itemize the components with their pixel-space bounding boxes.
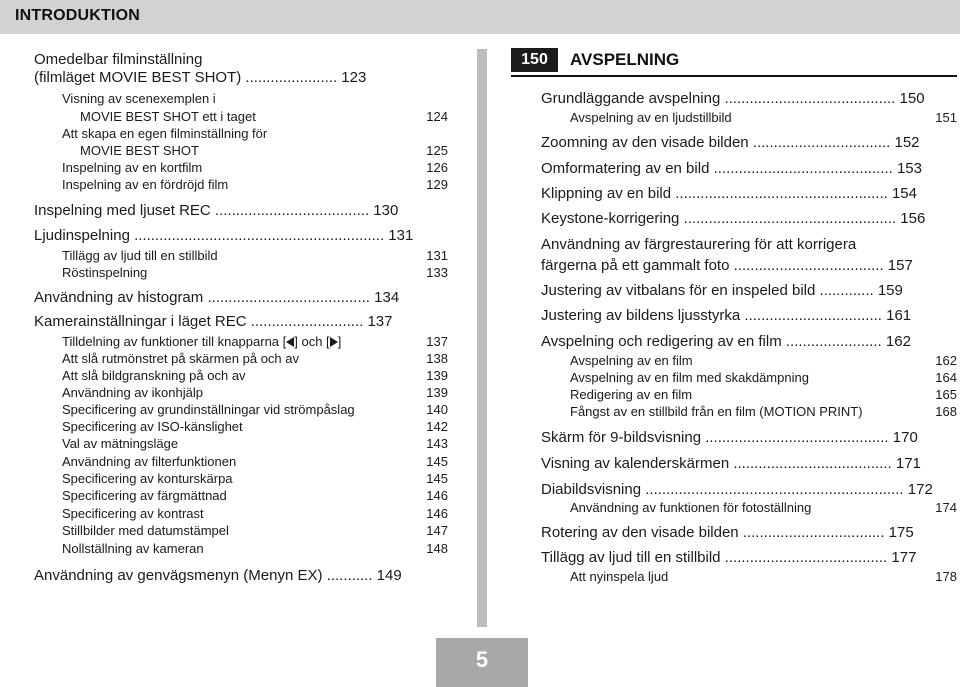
toc-subentry[interactable]	[34, 436, 448, 451]
toc-subentry[interactable]	[34, 177, 448, 192]
toc-entry-label: MOVIE BEST SHOT ett i taget	[80, 109, 256, 124]
toc-entry-label: Keystone-korrigering ................................................... 156	[541, 210, 926, 227]
toc-entry-label: Specificering av grundinställningar vid strömpåslag	[62, 402, 355, 417]
toc-entry-label: Avspelning av en film	[570, 353, 693, 368]
toc-subentry[interactable]	[34, 109, 448, 124]
toc-entry-label: (filmläget MOVIE BEST SHOT) ...................... 123	[34, 69, 367, 86]
page-ref: 137	[426, 334, 448, 349]
toc-entry-label: Specificering av konturskärpa	[62, 471, 233, 486]
toc-entry-label: Omformatering av en bild ........................................... 153	[541, 160, 922, 177]
toc-entry-label: Skärm för 9-bildsvisning ............................................ 170	[541, 429, 918, 446]
toc-entry-label: Användning av filterfunktionen	[62, 454, 237, 469]
toc-entry[interactable]	[541, 257, 957, 274]
toc-entry[interactable]	[541, 185, 957, 202]
page-ref: 140	[426, 402, 448, 417]
toc-entry-label: Att nyinspela ljud	[570, 569, 669, 584]
page-ref: 165	[935, 387, 957, 402]
page-ref: 129	[426, 177, 448, 192]
page-ref: 168	[935, 404, 957, 419]
page-ref: 125	[426, 143, 448, 158]
page-ref: 145	[426, 471, 448, 486]
toc-entry[interactable]	[541, 549, 957, 566]
toc-entry-label: ] och [	[294, 334, 330, 349]
toc-entry-label: Att slå bildgranskning på och av	[62, 368, 246, 383]
toc-entry-label: Kamerainställningar i läget REC ........................... 137	[34, 313, 393, 330]
toc-subentry[interactable]	[34, 368, 448, 383]
toc-subentry[interactable]	[34, 402, 448, 417]
toc-entry[interactable]	[541, 481, 957, 498]
toc-entry-label: Specificering av ISO-känslighet	[62, 419, 243, 434]
toc-entry[interactable]	[541, 429, 957, 446]
toc-entry[interactable]	[541, 333, 957, 350]
toc-subentry[interactable]	[34, 126, 448, 141]
toc-subentry[interactable]	[541, 569, 957, 584]
toc-entry-label: Omedelbar filminställning	[34, 51, 203, 68]
toc-entry[interactable]	[541, 524, 957, 541]
column-divider	[477, 49, 487, 627]
toc-entry[interactable]	[541, 210, 957, 227]
page-ref: 146	[426, 506, 448, 521]
toc-subentry[interactable]	[34, 541, 448, 556]
toc-entry-label: Inspelning av en fördröjd film	[62, 177, 229, 192]
toc-entry-label: Röstinspelning	[62, 265, 148, 280]
toc-subentry[interactable]	[34, 351, 448, 366]
toc-entry[interactable]	[541, 236, 957, 253]
toc-entry-label: Visning av kalenderskärmen ...................................... 171	[541, 455, 921, 472]
toc-entry-label: Stillbilder med datumstämpel	[62, 523, 229, 538]
toc-entry[interactable]	[34, 313, 448, 330]
toc-subentry[interactable]	[34, 248, 448, 263]
toc-subentry[interactable]	[541, 500, 957, 515]
toc-entry[interactable]	[541, 90, 957, 107]
toc-entry-label: Att skapa en egen filminställning för	[62, 126, 268, 141]
page-ref: 133	[426, 265, 448, 280]
toc-entry-label: Specificering av färgmättnad	[62, 488, 227, 503]
toc-entry-label: Avspelning och redigering av en film ....................... 162	[541, 333, 911, 350]
toc-entry-label: Användning av histogram ....................................... 134	[34, 289, 400, 306]
page-ref: 147	[426, 523, 448, 538]
toc-subentry[interactable]	[34, 488, 448, 503]
toc-entry-label: Användning av funktionen för fotoställning	[570, 500, 812, 515]
toc-subentry[interactable]	[34, 506, 448, 521]
page-ref: 142	[426, 419, 448, 434]
toc-entry-label: Tillägg av ljud till en stillbild	[62, 248, 218, 263]
toc-entry[interactable]	[34, 69, 448, 86]
toc-entry-label: Justering av vitbalans för en inspeled bild ............. 159	[541, 282, 903, 299]
toc-entry-label: Avspelning av en film med skakdämpning	[570, 370, 809, 385]
toc-entry[interactable]	[34, 51, 448, 68]
toc-subentry[interactable]	[34, 160, 448, 175]
section-header-title: INTRODUKTION	[15, 7, 141, 24]
page-ref: 151	[935, 110, 957, 125]
toc-entry-label: Visning av scenexemplen i	[62, 91, 216, 106]
toc-subentry[interactable]	[541, 353, 957, 368]
toc-entry-label: Användning av ikonhjälp	[62, 385, 203, 400]
toc-entry[interactable]	[541, 307, 957, 324]
toc-entry-label: Rotering av den visade bilden .................................. 175	[541, 524, 914, 541]
header-bar	[0, 0, 960, 34]
toc-subentry[interactable]	[34, 385, 448, 400]
page-ref: 126	[426, 160, 448, 175]
page-ref: 124	[426, 109, 448, 124]
toc-entry-label: Ljudinspelning ............................................................ 131	[34, 227, 414, 244]
page-ref: 174	[935, 500, 957, 515]
toc-entry-label: Användning av genvägsmenyn (Menyn EX) ........... 149	[34, 567, 402, 584]
toc-entry-label: färgerna på ett gammalt foto .................................... 157	[541, 257, 913, 274]
toc-entry-label: Att slå rutmönstret på skärmen på och av	[62, 351, 299, 366]
page-ref: 131	[426, 248, 448, 263]
toc-subentry[interactable]	[34, 419, 448, 434]
triangle-right-icon	[330, 337, 338, 347]
toc-entry[interactable]	[541, 160, 957, 177]
toc-subentry[interactable]	[541, 387, 957, 402]
page-ref: 148	[426, 541, 448, 556]
toc-entry-label: Diabildsvisning .............................................................. 172	[541, 481, 933, 498]
toc-subentry[interactable]	[34, 143, 448, 158]
toc-entry[interactable]	[541, 282, 957, 299]
section-page-badge: 150	[511, 48, 558, 72]
page-ref: 145	[426, 454, 448, 469]
page-ref: 178	[935, 569, 957, 584]
page-ref: 138	[426, 351, 448, 366]
page-ref: 139	[426, 368, 448, 383]
toc-entry[interactable]	[34, 202, 448, 219]
toc-entry-label: Inspelning av en kortfilm	[62, 160, 203, 175]
toc-subentry[interactable]	[34, 265, 448, 280]
toc-entry[interactable]	[34, 567, 448, 584]
page-ref: 146	[426, 488, 448, 503]
toc-entry-label: Fångst av en stillbild från en film (MOTION PRINT)	[570, 404, 863, 419]
toc-subentry[interactable]	[34, 454, 448, 469]
toc-entry-label: Användning av färgrestaurering för att korrigera	[541, 236, 857, 253]
toc-entry-label: Specificering av kontrast	[62, 506, 204, 521]
toc-subentry[interactable]	[541, 404, 957, 419]
toc-entry-label: Nollställning av kameran	[62, 541, 204, 556]
toc-entry-label: Avspelning av en ljudstillbild	[570, 110, 732, 125]
toc-entry-label: Inspelning med ljuset REC ..................................... 130	[34, 202, 399, 219]
toc-subentry[interactable]	[34, 523, 448, 538]
toc-entry-label: ]	[337, 334, 342, 349]
toc-entry[interactable]	[34, 289, 448, 306]
toc-entry-label: Val av mätningsläge	[62, 436, 179, 451]
page-number: 5	[436, 638, 528, 687]
toc-subentry[interactable]	[541, 370, 957, 385]
toc-entry[interactable]	[541, 455, 957, 472]
toc-entry-label: Grundläggande avspelning ......................................... 150	[541, 90, 925, 107]
page-ref: 143	[426, 436, 448, 451]
toc-entry-label: Tillägg av ljud till en stillbild ....................................... 177	[541, 549, 917, 566]
toc-subentry[interactable]	[34, 471, 448, 486]
toc-entry[interactable]	[34, 227, 448, 244]
toc-entry-label: Justering av bildens ljusstyrka ................................. 161	[541, 307, 912, 324]
toc-entry[interactable]	[541, 134, 957, 151]
toc-subentry[interactable]	[541, 110, 957, 125]
toc-entry-label: Zoomning av den visade bilden ................................. 152	[541, 134, 920, 151]
page-ref: 139	[426, 385, 448, 400]
page-ref: 164	[935, 370, 957, 385]
toc-subentry[interactable]	[34, 334, 448, 349]
toc-entry-label: MOVIE BEST SHOT	[80, 143, 199, 158]
toc-entry-label: Tilldelning av funktioner till knapparna [	[62, 334, 287, 349]
toc-entry-label: Klippning av en bild ................................................... 154	[541, 185, 917, 202]
toc-subentry[interactable]	[34, 91, 448, 106]
page-ref: 162	[935, 353, 957, 368]
section-title: AVSPELNING	[570, 50, 680, 69]
section-underline	[511, 75, 957, 77]
toc-entry-label: Redigering av en film	[570, 387, 693, 402]
